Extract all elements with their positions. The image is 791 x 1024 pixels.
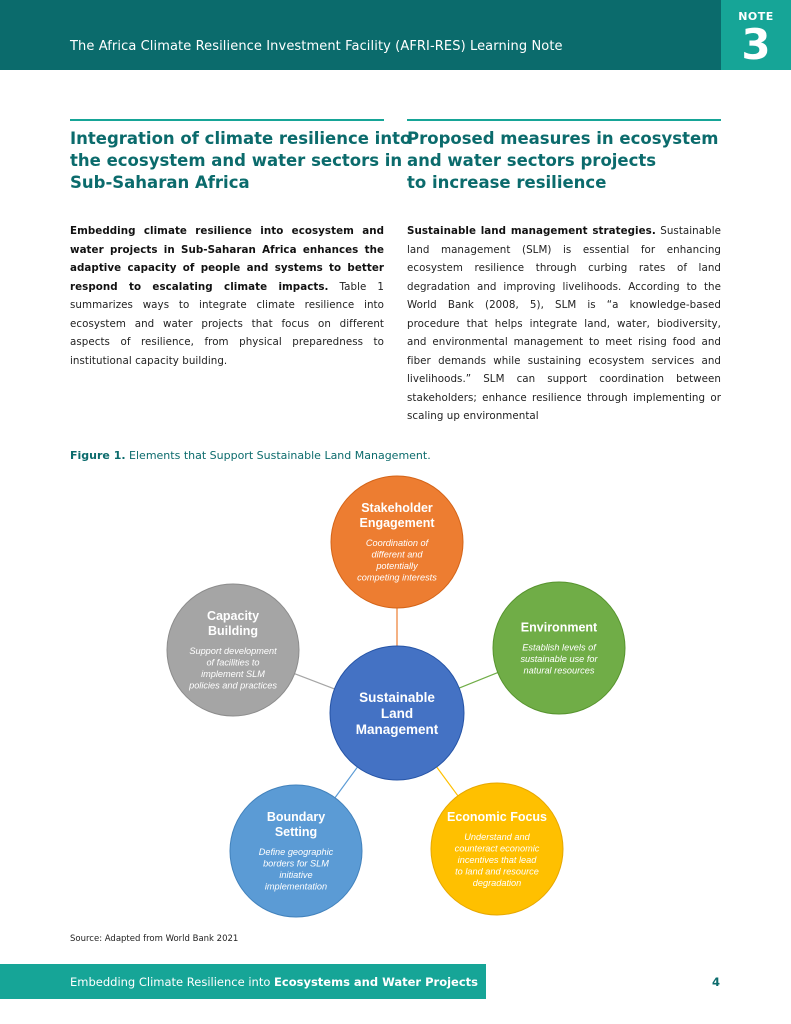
node-description: borders for SLM: [263, 858, 329, 869]
node-description: Coordination of: [365, 538, 429, 548]
node-description: potentially: [376, 561, 418, 571]
node-title: Stakeholder: [361, 501, 433, 515]
hub-sustainable-land-management: [330, 646, 464, 780]
left-column-rule: [70, 119, 384, 121]
figure-number: Figure 1.: [70, 449, 126, 462]
heading-line: Sub-Saharan Africa: [70, 173, 250, 192]
heading-line: the ecosystem and water sectors in: [70, 151, 403, 170]
node-boundary-setting: [230, 785, 362, 917]
node-description: different and: [371, 549, 423, 560]
node-title: Building: [208, 624, 258, 638]
node-description: Define geographic: [258, 847, 334, 857]
connector-line-capacity-building: [295, 674, 335, 689]
hub-title: Land: [380, 706, 414, 721]
note-label: NOTE: [738, 10, 774, 23]
footer-title-regular: Embedding Climate Resilience into: [70, 975, 275, 989]
heading-line: and water sectors projects: [407, 151, 657, 170]
left-column-heading: [70, 128, 412, 194]
paragraph-lead: Embedding climate resilience into ecosystem and water projects in Sub-Saharan Africa enhances the adaptive capacity of people and systems to better respond to escalating climate impacts.: [70, 225, 384, 293]
node-description: counteract economic: [454, 843, 540, 854]
node-description: to land and resource: [455, 866, 539, 877]
node-economic-focus: [431, 783, 563, 915]
slm-diagram: [0, 470, 791, 930]
header-bar: [0, 0, 721, 70]
note-number: 3: [741, 20, 771, 69]
footer-title: [70, 975, 478, 989]
heading-line: Integration of climate resilience into: [70, 129, 412, 148]
node-description: sustainable use for: [520, 653, 598, 664]
header-title: The Africa Climate Resilience Investment Facility (AFRI-RES) Learning Note: [70, 39, 563, 54]
node-title: Setting: [274, 825, 318, 839]
node-description: Understand and: [464, 831, 530, 842]
right-column-rule: [407, 119, 721, 121]
node-description: initiative: [279, 870, 313, 880]
node-title: Engagement: [359, 516, 435, 530]
node-description: degradation: [472, 877, 522, 888]
connector-line-economic-focus: [437, 767, 458, 796]
node-title: Capacity: [206, 609, 260, 623]
figure-caption: [70, 449, 431, 462]
node-stakeholder-engagement: [331, 476, 463, 608]
node-description: incentives that lead: [457, 854, 537, 865]
connector-line-boundary-setting: [335, 767, 357, 798]
page-number: 4: [712, 975, 721, 989]
note-badge: [721, 0, 791, 70]
heading-line: Proposed measures in ecosystem: [407, 129, 719, 148]
left-column-paragraph: [70, 222, 384, 370]
node-description: Support development: [189, 646, 277, 656]
figure-caption-text: Elements that Support Sustainable Land Management.: [125, 449, 431, 462]
heading-line: to increase resilience: [407, 173, 607, 192]
node-description: implementation: [264, 881, 328, 892]
footer-title-bold: Ecosystems and Water Projects: [274, 975, 479, 989]
node-title: Economic Focus: [446, 809, 548, 824]
paragraph-lead: Sustainable land management strategies.: [407, 225, 656, 237]
right-column-heading: [407, 128, 721, 194]
node-description: policies and practices: [189, 680, 277, 691]
node-description: Establish levels of: [522, 642, 596, 653]
node-description: of facilities to: [206, 657, 260, 668]
node-description: natural resources: [523, 665, 595, 676]
paragraph-body: Sustainable land management (SLM) is essential for enhancing ecosystem resilience through curbing rates of land degradation and improving livelihoods. According to the World Bank (2008, 5), SLM is “a knowledge-based procedure that helps integrate land, water, biodiversity, and environmental management to meet rising food and fiber demands while sustaining ecosystem services and livelihoods.” SLM can support coordination between stakeholders; enhance resilience through implementing or scaling up environmental: [407, 225, 721, 422]
node-capacity-building: [167, 584, 299, 716]
node-title: Environment: [520, 620, 598, 635]
hub-title: Management: [355, 722, 439, 737]
right-column-paragraph: [407, 222, 721, 426]
node-title: Boundary: [266, 810, 326, 824]
node-environment: [493, 582, 625, 714]
connector-line-environment: [459, 673, 498, 688]
hub-title: Sustainable: [359, 690, 435, 705]
node-description: implement SLM: [201, 669, 265, 679]
node-description: competing interests: [357, 572, 437, 583]
figure-source: Source: Adapted from World Bank 2021: [70, 934, 239, 944]
paragraph-body: Table 1 summarizes ways to integrate climate resilience into ecosystem and water projects that focus on different aspects of resilience, from physical preparedness to institutional capacity building.: [70, 280, 384, 367]
